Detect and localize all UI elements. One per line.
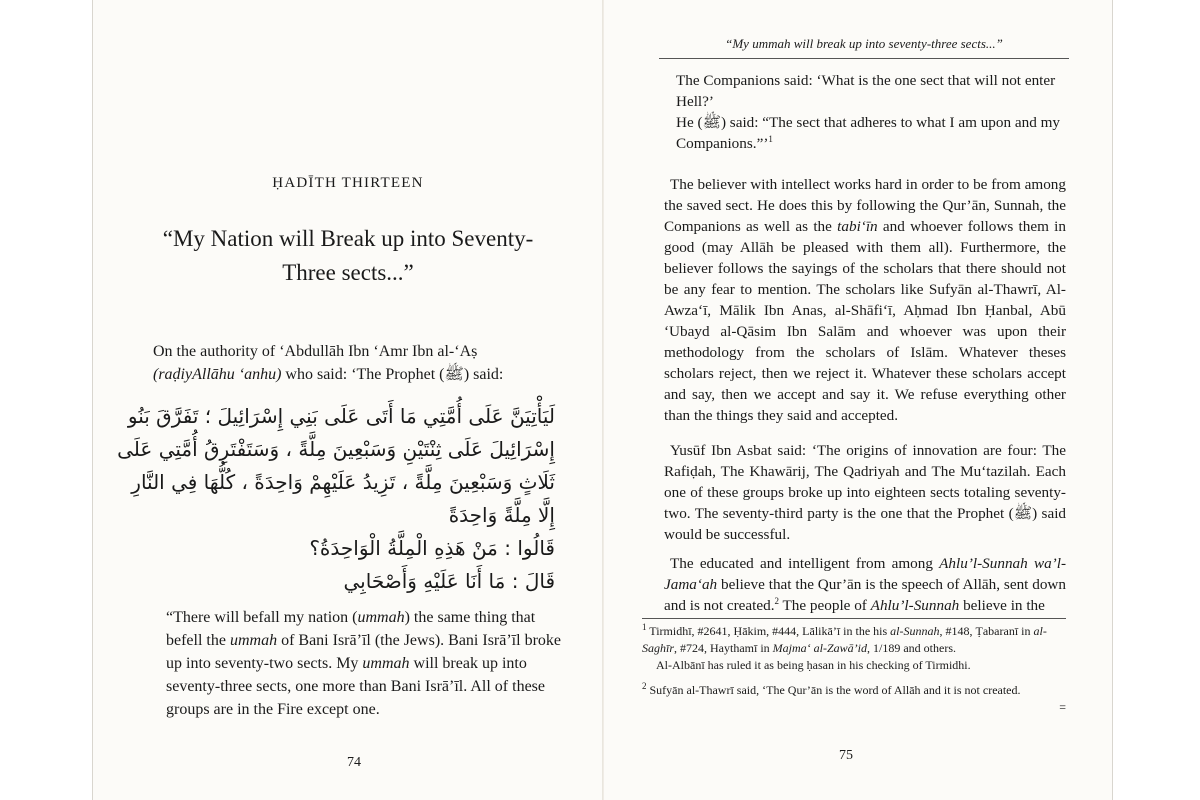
footnote-number: 2 (642, 681, 647, 691)
italic-term: Ahlu’l-Sunnah wa’l-Jama‘ah (664, 555, 1066, 593)
translation-text: of Bani Isrā’īl (the Jews). Bani Isrā’īl broke up into seventy-two sects. My (166, 632, 561, 672)
paragraph-origins-of-innovation: Yusūf Ibn Asbat said: ‘The origins of innovation are four: The Rafiḍah, The Khawārij, The Qadriyah and The Mu‘tazilah. Each one of these groups broke up into eighteen sects totaling seventy-two. The seventy-third party is the one that the Prophet (ﷺ) said would be successful. (664, 442, 1067, 543)
footnote-ref: 1 (768, 133, 773, 144)
footnote-2-line (642, 682, 1066, 699)
hadith-introduction (153, 340, 553, 386)
page-number-left: 74 (347, 755, 361, 770)
footnote-1-line (642, 623, 1066, 657)
paragraph-text: and whoever follows them in good (may Allāh be pleased with them all). Furthermore, the believer follows the sayings of the scholars that there should not be any fear to mention. The scholars like Sufyān al-Thawrī, Al-Awza‘ī, Mālik Ibn Anas, al-Shāfi‘ī, Aḥmad Ibn Ḥanbal, Abū ‘Ubayd al-Qāsim Ibn Salām and whoever was upon their methodology from the scholars of Islām. Whatever theses scholars reject, then we reject it. Whatever these scholars accept and say, then we accept and say it. We refuse everything other than the things they said and accepted. (664, 218, 1066, 424)
footnote-italic: al-Saghīr (642, 624, 1047, 655)
translation-italic-term: ummah (362, 655, 410, 672)
left-page (92, 0, 603, 800)
running-head: “My ummah will break up into seventy-three sects...” (659, 36, 1069, 59)
companions-answer: He (ﷺ) said: “The sect that adheres to what I am upon and my Companions.”’ (676, 114, 1061, 152)
translation-text: ) the same thing that befell the (166, 609, 536, 649)
arabic-line: قَالَ : مَا أَنَا عَلَيْهِ وَأَصْحَابِي (343, 569, 555, 593)
footnote-text: , #724, Haythamī in (674, 641, 773, 655)
companions-line-2 (676, 112, 1066, 154)
footnote-italic: Majma‘ al-Zawā’id (772, 641, 868, 655)
footnote-text: Tirmidhī, #2641, Ḥākim, #444, Lālikā’ī in the his (646, 624, 891, 638)
companions-question (676, 70, 1066, 154)
translation-italic-term: ummah (229, 632, 278, 649)
paragraph-ahlul-sunnah (664, 553, 1066, 616)
arabic-line: إِلَّا مِلَّةً وَاحِدَةً (448, 503, 555, 527)
arabic-line: ثَلَاثٍ وَسَبْعِينَ مِلَّةً ، تَزِيدُ عَلَيْهِمْ وَاحِدَةً ، كُلُّهَا فِي النَّارِ (131, 470, 555, 494)
paragraph-text: The educated and intelligent from among (670, 555, 940, 572)
chapter-title-line-2: Three sects...” (282, 260, 414, 285)
italic-term: tabi‘īn (837, 218, 878, 235)
hadith-translation (166, 606, 561, 721)
footnote-number: 1 (642, 622, 647, 632)
translation-italic-term: ummah (357, 609, 405, 626)
translation-text: will break up into seventy-three sects, one more than Bani Isrā’īl. All of these groups are in the Fire except one. (166, 655, 545, 718)
footnotes (642, 618, 1066, 724)
footnote-ref: 2 (774, 595, 779, 606)
footnote-1 (642, 623, 1066, 674)
footnote-text: , #148, Ṭabaranī in (939, 624, 1034, 638)
chapter-title-line-1: “My Nation will Break up into Seventy- (162, 226, 534, 251)
continuation-mark: = (1059, 700, 1066, 714)
italic-term: Ahlu’l-Sunnah (870, 597, 960, 614)
paragraph-text: believe that the Qur’ān is the speech of Allāh, sent down and is not created. (664, 576, 1066, 614)
intro-line-1: On the authority of ‘Abdullāh Ibn ‘Amr Ibn al-‘Aṣ (153, 343, 478, 360)
footnote-text: , 1/189 and others. (867, 641, 957, 655)
hadith-label: ḤADĪTH THIRTEEN (272, 175, 424, 191)
translation-text: “There will befall my nation ( (166, 609, 358, 626)
companions-line-1: The Companions said: ‘What is the one sect that will not enter Hell?’ (676, 72, 1056, 110)
arabic-line: قَالُوا : مَنْ هَذِهِ الْمِلَّةُ الْوَاحِدَةُ؟ (309, 536, 555, 560)
paragraph-text: The believer with intellect works hard in order to be from among the saved sect. He does this by following the Qur’ān, Sunnah, the Companions as well as the (664, 176, 1066, 235)
footnote-text: Sufyān al-Thawrī said, ‘The Qur’ān is the word of Allāh and it is not created. (646, 683, 1021, 697)
arabic-hadith-text (117, 400, 555, 598)
intro-honorific: (raḍiyAllāhu ‘anhu) (153, 366, 282, 383)
footnote-italic: al-Sunnah (890, 624, 940, 638)
arabic-line: لَيَأْتِيَنَّ عَلَى أُمَّتِي مَا أَتَى عَلَى بَنِي إِسْرَائِيلَ ؛ تَفَرَّقَ بَنُو (127, 404, 555, 428)
paragraph-text: The people of (779, 597, 871, 614)
footnote-2 (642, 682, 1066, 716)
intro-line-2-text: who said: ‘The Prophet (ﷺ) said: (281, 366, 504, 383)
arabic-line: إِسْرَائِيلَ عَلَى ثِنْتَيْنِ وَسَبْعِينَ مِلَّةً ، وَسَتَفْتَرِقُ أُمَّتِي عَلَى (117, 437, 555, 461)
right-page (604, 0, 1113, 800)
footnote-1-ruling: Al-Albānī has ruled it as being ḥasan in his checking of Tirmidhi. (656, 658, 971, 672)
paragraph-text: believe in the (959, 597, 1045, 614)
intro-line-2 (153, 363, 553, 386)
page-number-right: 75 (839, 748, 853, 763)
paragraph-saved-sect (664, 174, 1066, 426)
chapter-title (133, 222, 563, 290)
